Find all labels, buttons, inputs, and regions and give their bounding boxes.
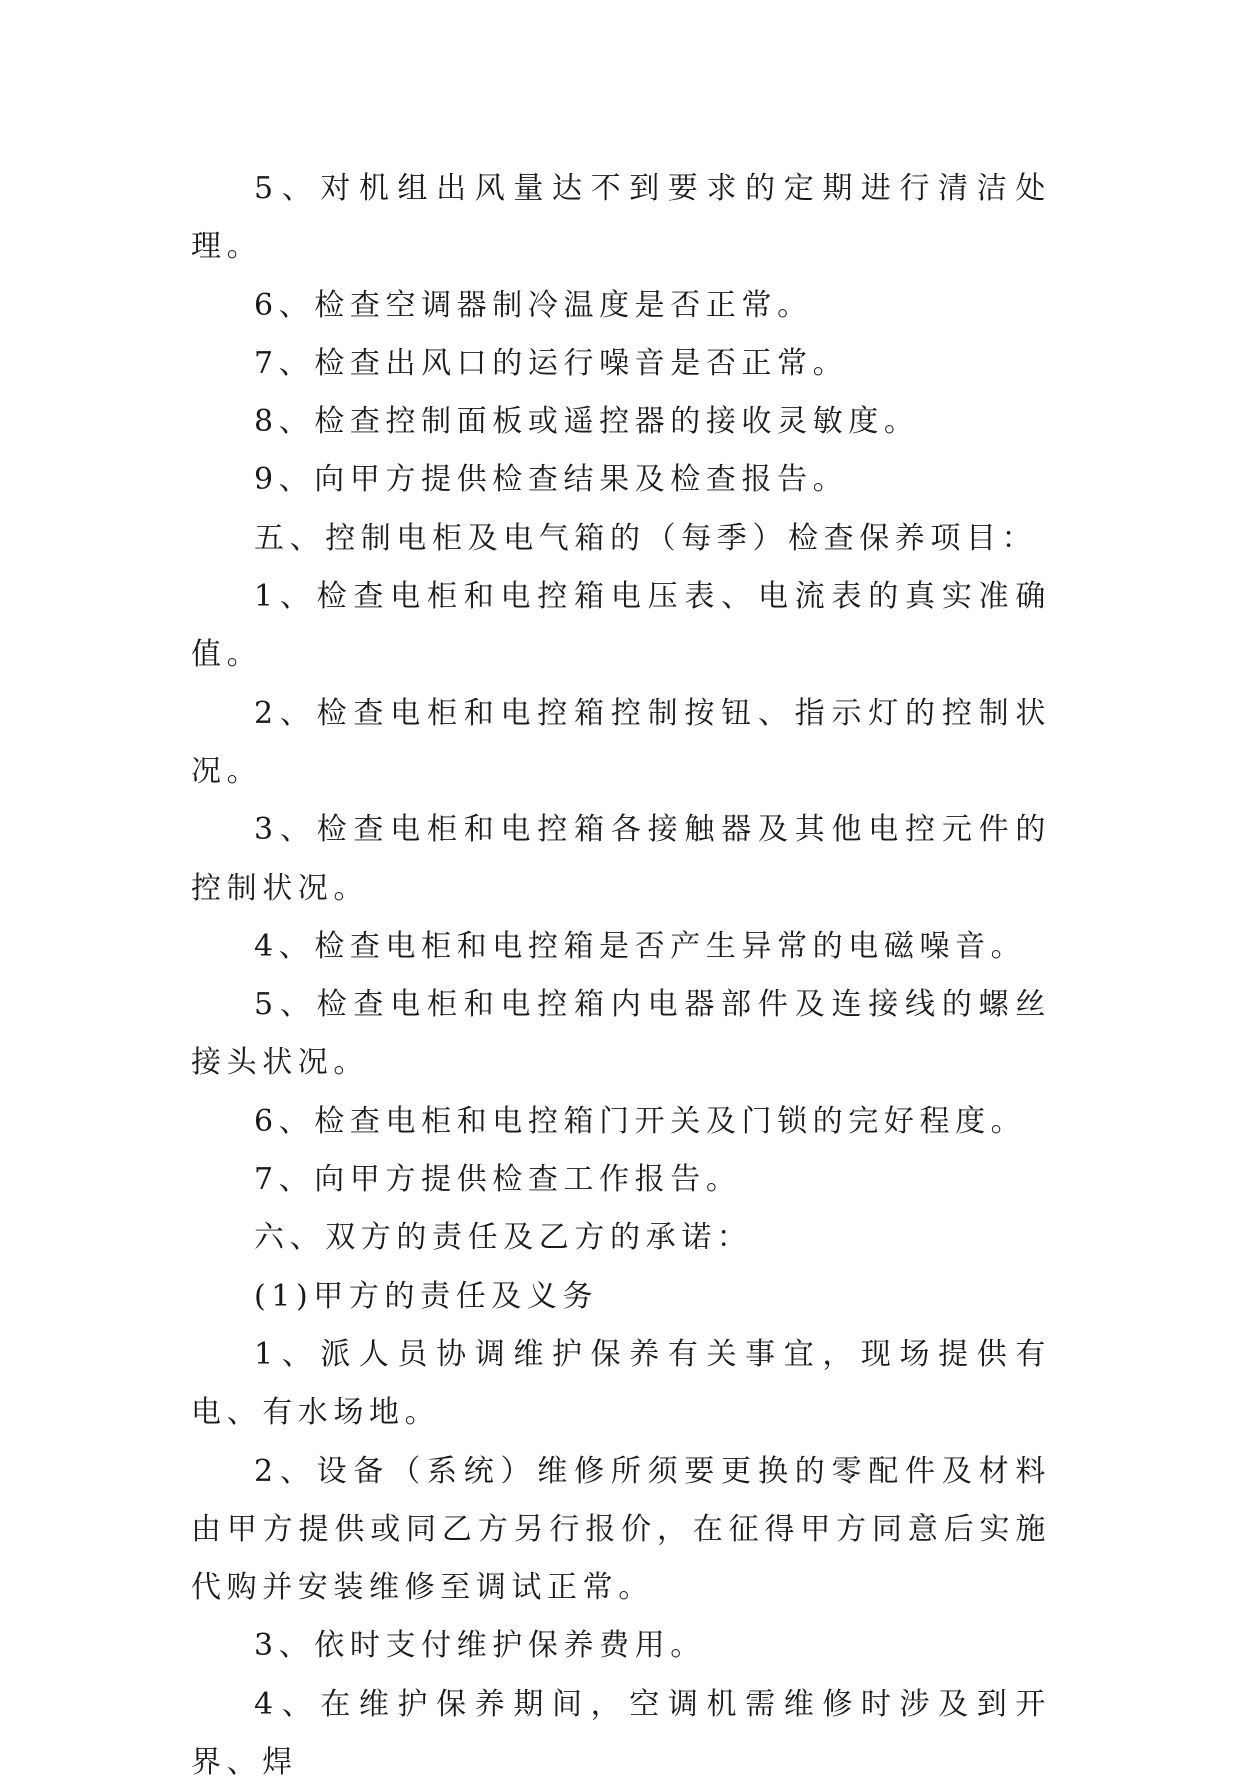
- paragraph-cabinet-wiring: 5、检查电柜和电控箱内电器部件及连接线的螺丝接头状况。: [191, 987, 1051, 1081]
- paragraph-ac-clean: 5、对机组出风量达不到要求的定期进行清洁处理。: [191, 171, 1051, 265]
- paragraph-ac-cooling-temp: 6、检查空调器制冷温度是否正常。: [254, 287, 813, 323]
- section-heading-responsibilities: 六、双方的责任及乙方的承诺：: [254, 1220, 753, 1256]
- paragraph-cabinet-contactors: 3、检查电柜和电控箱各接触器及其他电控元件的控制状况。: [191, 812, 1051, 906]
- paragraph-cabinet-report: 7、向甲方提供检查工作报告。: [254, 1162, 742, 1198]
- paragraph-party-a-parts: 2、设备（系统）维修所须要更换的零配件及材料由甲方提供或同乙方另行报价，在征得甲方同意后实施代购并安装维修至调试正常。: [191, 1453, 1051, 1606]
- paragraph-cabinet-buttons: 2、检查电柜和电控箱控制按钮、指示灯的控制状况。: [191, 695, 1051, 789]
- subheading-party-a: (1)甲方的责任及义务: [254, 1278, 599, 1314]
- paragraph-cabinet-meters: 1、检查电柜和电控箱电压表、电流表的真实准确值。: [191, 579, 1051, 673]
- paragraph-ac-outlet-noise: 7、检查出风口的运行噪音是否正常。: [254, 345, 849, 381]
- section-heading-cabinet: 五、控制电柜及电气箱的（每季）检查保养项目：: [254, 520, 1038, 556]
- paragraph-cabinet-door: 6、检查电柜和电控箱门开关及门锁的完好程度。: [254, 1103, 1027, 1139]
- paragraph-party-a-payment: 3、依时支付维护保养费用。: [254, 1628, 706, 1664]
- paragraph-party-a-repair: 4、在维护保养期间，空调机需维修时涉及到开界、焊: [191, 1686, 1051, 1781]
- paragraph-ac-remote-sensitivity: 8、检查控制面板或遥控器的接收灵敏度。: [254, 404, 920, 440]
- paragraph-cabinet-noise: 4、检查电柜和电控箱是否产生异常的电磁噪音。: [254, 928, 1027, 964]
- document-body: [191, 160, 1051, 1792]
- paragraph-ac-report: 9、向甲方提供检查结果及检查报告。: [254, 462, 849, 498]
- paragraph-party-a-coordination: 1、派人员协调维护保养有关事宜，现场提供有电、有水场地。: [191, 1336, 1051, 1431]
